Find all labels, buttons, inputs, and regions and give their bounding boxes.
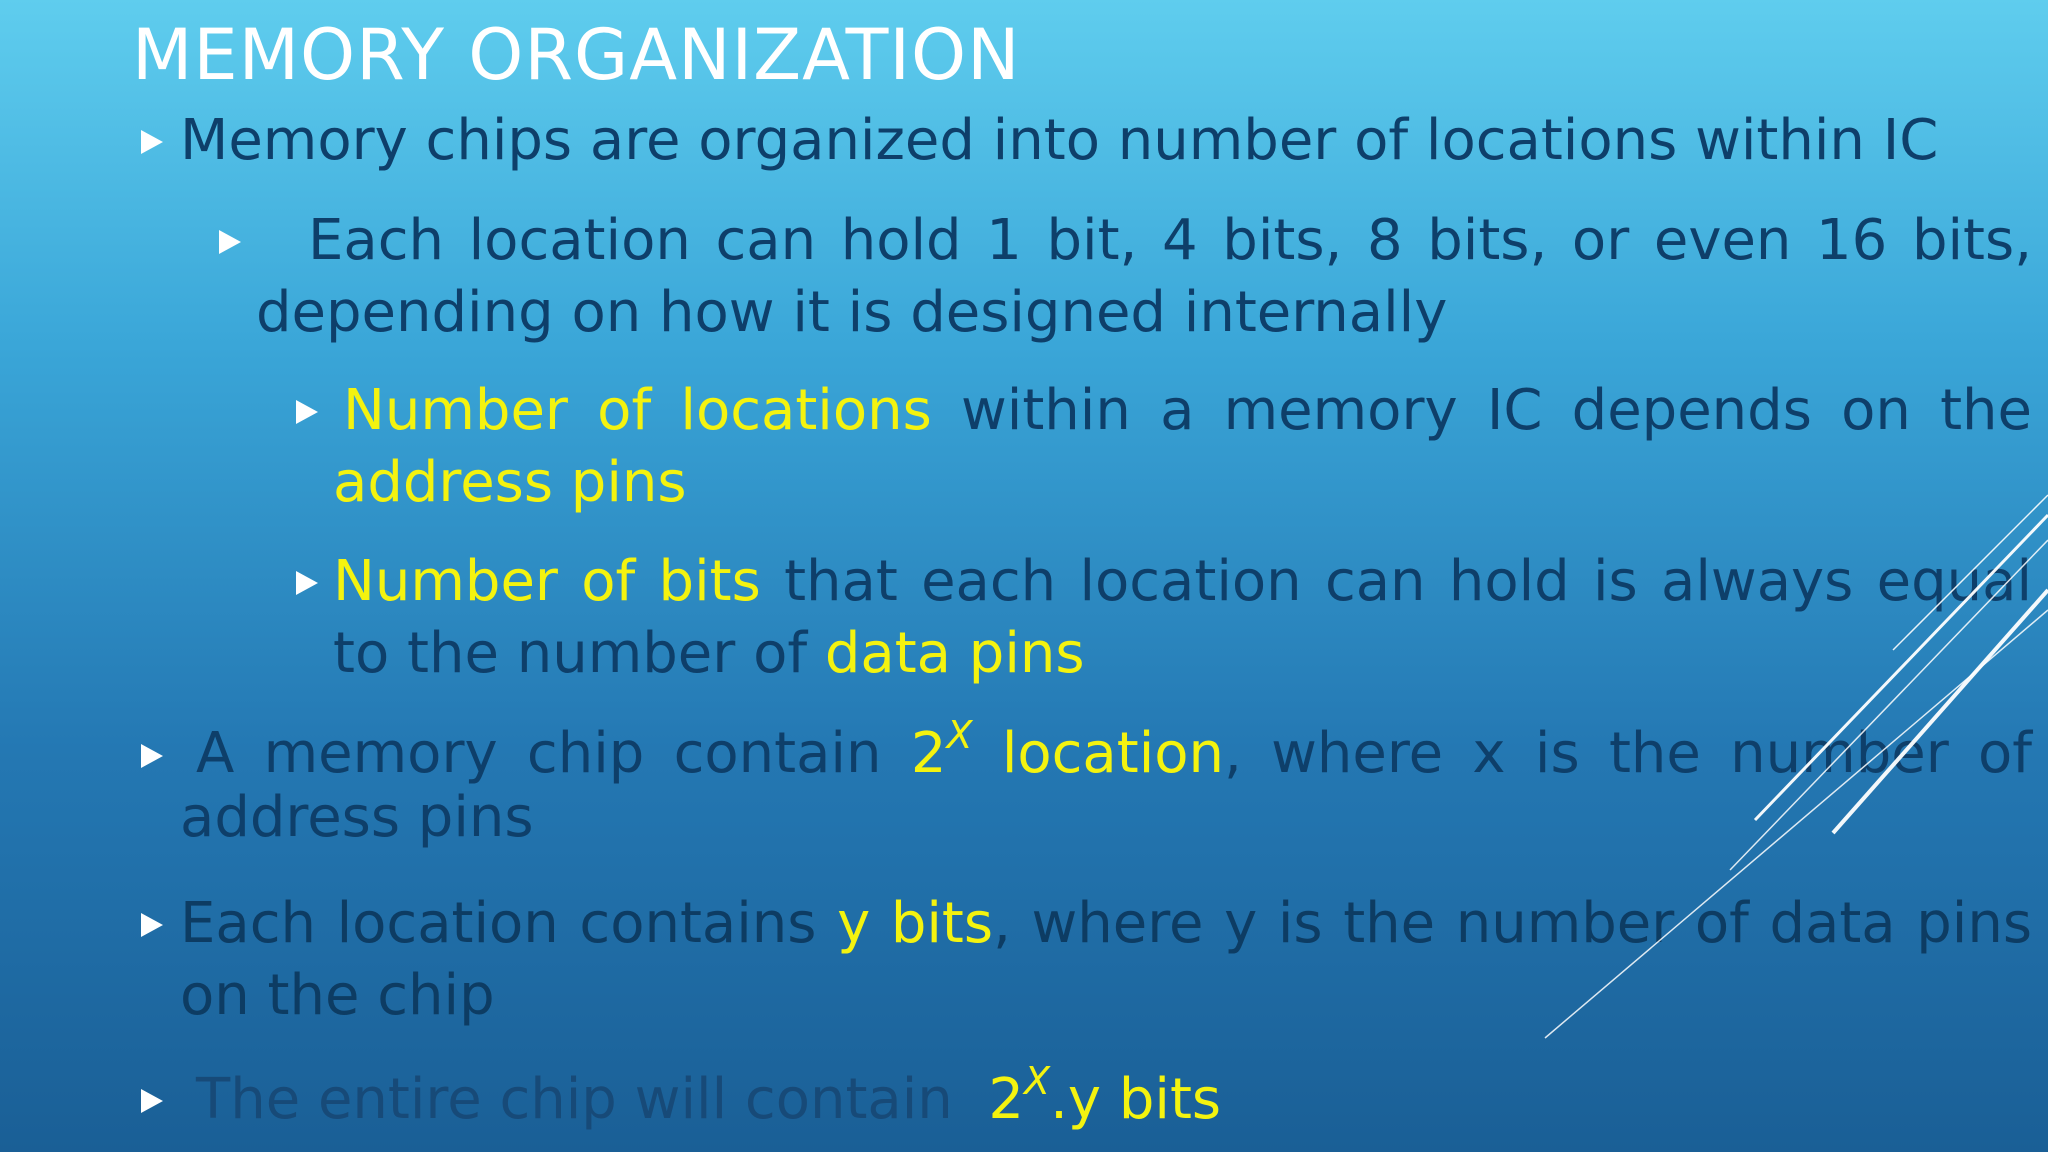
bullet-6-pre: Each location contains bbox=[180, 891, 838, 956]
bullet-3-highlight-address-pins: address pins bbox=[333, 450, 687, 515]
bullet-arrow-icon bbox=[141, 913, 163, 937]
bullet-arrow-icon bbox=[141, 130, 163, 154]
slide-title: MEMORY ORGANIZATION bbox=[132, 14, 1021, 96]
bullet-7-base: 2 bbox=[988, 1067, 1025, 1132]
bullet-5 bbox=[140, 713, 2033, 850]
bullet-arrow-icon bbox=[296, 571, 318, 595]
bullet-3-text bbox=[295, 375, 2032, 519]
bullet-4 bbox=[295, 546, 2032, 690]
bullet-7-highlight-y-bits: .y bits bbox=[1050, 1067, 1222, 1132]
bullet-5-highlight-location: location bbox=[972, 721, 1225, 786]
bullet-2-text bbox=[218, 205, 2032, 349]
bullet-4-body: that each location can hold is always equal to the number of bbox=[333, 549, 2032, 686]
bullet-3 bbox=[295, 375, 2032, 519]
bullet-7 bbox=[140, 1059, 2032, 1136]
bullet-4-highlight-bits: Number of bits bbox=[333, 549, 761, 614]
bullet-2 bbox=[218, 205, 2032, 349]
bullet-arrow-icon bbox=[141, 1089, 163, 1113]
bullet-6-highlight-y-bits: y bits bbox=[837, 891, 994, 956]
bullet-arrow-icon bbox=[141, 744, 163, 768]
bullet-7-exponent: X bbox=[1024, 1059, 1051, 1104]
bullet-5-exponent: X bbox=[946, 713, 973, 758]
bullet-5-base: 2 bbox=[910, 721, 947, 786]
bullet-arrow-icon bbox=[219, 230, 241, 254]
bullet-1-text: Memory chips are organized into number of locations within IC bbox=[180, 108, 1939, 173]
bullet-5-pre: A memory chip contain bbox=[196, 721, 911, 786]
bullet-5-formula bbox=[910, 713, 973, 786]
bullet-5-body: , where x is the number of address pins bbox=[180, 721, 2033, 850]
bullet-7-text bbox=[140, 1059, 2032, 1136]
bullet-3-highlight-locations: Number of locations bbox=[343, 378, 932, 443]
bullet-7-formula bbox=[988, 1059, 1051, 1132]
bullet-6 bbox=[140, 888, 2032, 1032]
bullet-4-text bbox=[295, 546, 2032, 690]
bullet-4-highlight-data-pins: data pins bbox=[824, 621, 1085, 686]
bullet-2-body: Each location can hold 1 bit, 4 bits, 8 bits, or even 16 bits, depending on how it is designed internally bbox=[256, 208, 2032, 345]
bullet-7-pre: The entire chip will contain bbox=[196, 1067, 971, 1132]
bullet-6-text bbox=[140, 888, 2032, 1032]
bullet-6-body: , where y is the number of data pins on the chip bbox=[180, 891, 2032, 1028]
bullet-arrow-icon bbox=[296, 400, 318, 424]
bullet-1 bbox=[140, 105, 2040, 177]
bullet-5-text bbox=[140, 713, 2033, 850]
bullet-3-body: within a memory IC depends on the bbox=[931, 378, 2033, 443]
